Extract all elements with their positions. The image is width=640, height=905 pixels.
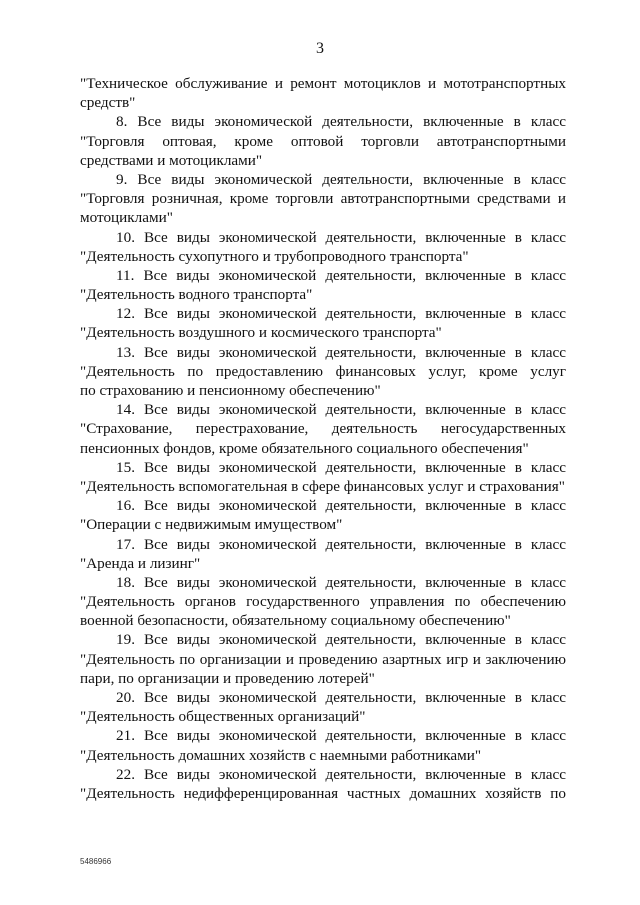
text-line: 14. Все виды экономической деятельности, включенные в класс [116,401,566,419]
text-line: "Аренда и лизинг" [80,554,201,572]
text-line: 17. Все виды экономической деятельности, включенные в класс [116,535,566,553]
text-line: 10. Все виды экономической деятельности, включенные в класс [116,228,566,246]
text-line: военной безопасности, обязательному социальному обеспечению" [80,612,511,630]
page-number: 3 [316,40,324,57]
text-line: "Деятельность водного транспорта" [80,286,313,304]
text-line: 15. Все виды экономической деятельности, включенные в класс [116,458,566,476]
text-line: "Торговля розничная, кроме торговли автотранспортными средствами и [80,190,566,208]
text-line: "Техническое обслуживание и ремонт мотоциклов и мототранспортных [80,75,566,92]
text-line: "Деятельность вспомогательная в сфере финансовых услуг и страхования" [80,477,565,495]
text-line: по страхованию и пенсионному обеспечению" [80,382,381,399]
text-line: 22. Все виды экономической деятельности, включенные в класс [116,765,566,783]
body-text [80,74,566,803]
footer-document-code: 5486966 [80,857,112,866]
text-line: "Деятельность недифференцированная частных домашних хозяйств по [80,784,566,802]
text-line: "Деятельность сухопутного и трубопроводного транспорта" [80,247,469,265]
text-line: "Страхование, перестрахование, деятельность негосударственных [80,420,566,438]
text-line: средств" [80,94,136,112]
text-line: "Торговля оптовая, кроме оптовой торговли автотранспортными [80,132,566,150]
text-line: 18. Все виды экономической деятельности, включенные в класс [116,573,566,591]
text-line: "Деятельность органов государственного управления по обеспечению [80,593,566,611]
text-line: 20. Все виды экономической деятельности, включенные в класс [116,689,566,706]
text-line: 16. Все виды экономической деятельности, включенные в класс [116,497,566,515]
text-line: 12. Все виды экономической деятельности, включенные в класс [116,305,566,323]
text-line: "Деятельность по организации и проведению азартных игр и заключению [80,650,566,668]
text-line: пенсионных фондов, кроме обязательного социального обеспечения" [80,439,529,457]
text-line: "Операции с недвижимым имуществом" [80,516,343,534]
text-line: 21. Все виды экономической деятельности, включенные в класс [116,727,566,745]
text-line: 9. Все виды экономической деятельности, включенные в класс [116,170,566,188]
text-line: средствами и мотоциклами" [80,151,263,169]
text-line: пари, по организации и проведению лотерей" [80,669,375,687]
text-line: "Деятельность воздушного и космического транспорта" [80,324,442,342]
text-line: "Деятельность общественных организаций" [80,708,366,726]
text-line: 13. Все виды экономической деятельности, включенные в класс [116,343,566,361]
text-line: "Деятельность домашних хозяйств с наемными работниками" [80,746,482,764]
text-line: "Деятельность по предоставлению финансовых услуг, кроме услуг [80,362,566,380]
text-line: 8. Все виды экономической деятельности, включенные в класс [116,113,566,131]
text-line: мотоциклами" [80,209,173,227]
text-line: 19. Все виды экономической деятельности, включенные в класс [116,631,566,649]
text-line: 11. Все виды экономической деятельности, включенные в класс [116,266,566,284]
